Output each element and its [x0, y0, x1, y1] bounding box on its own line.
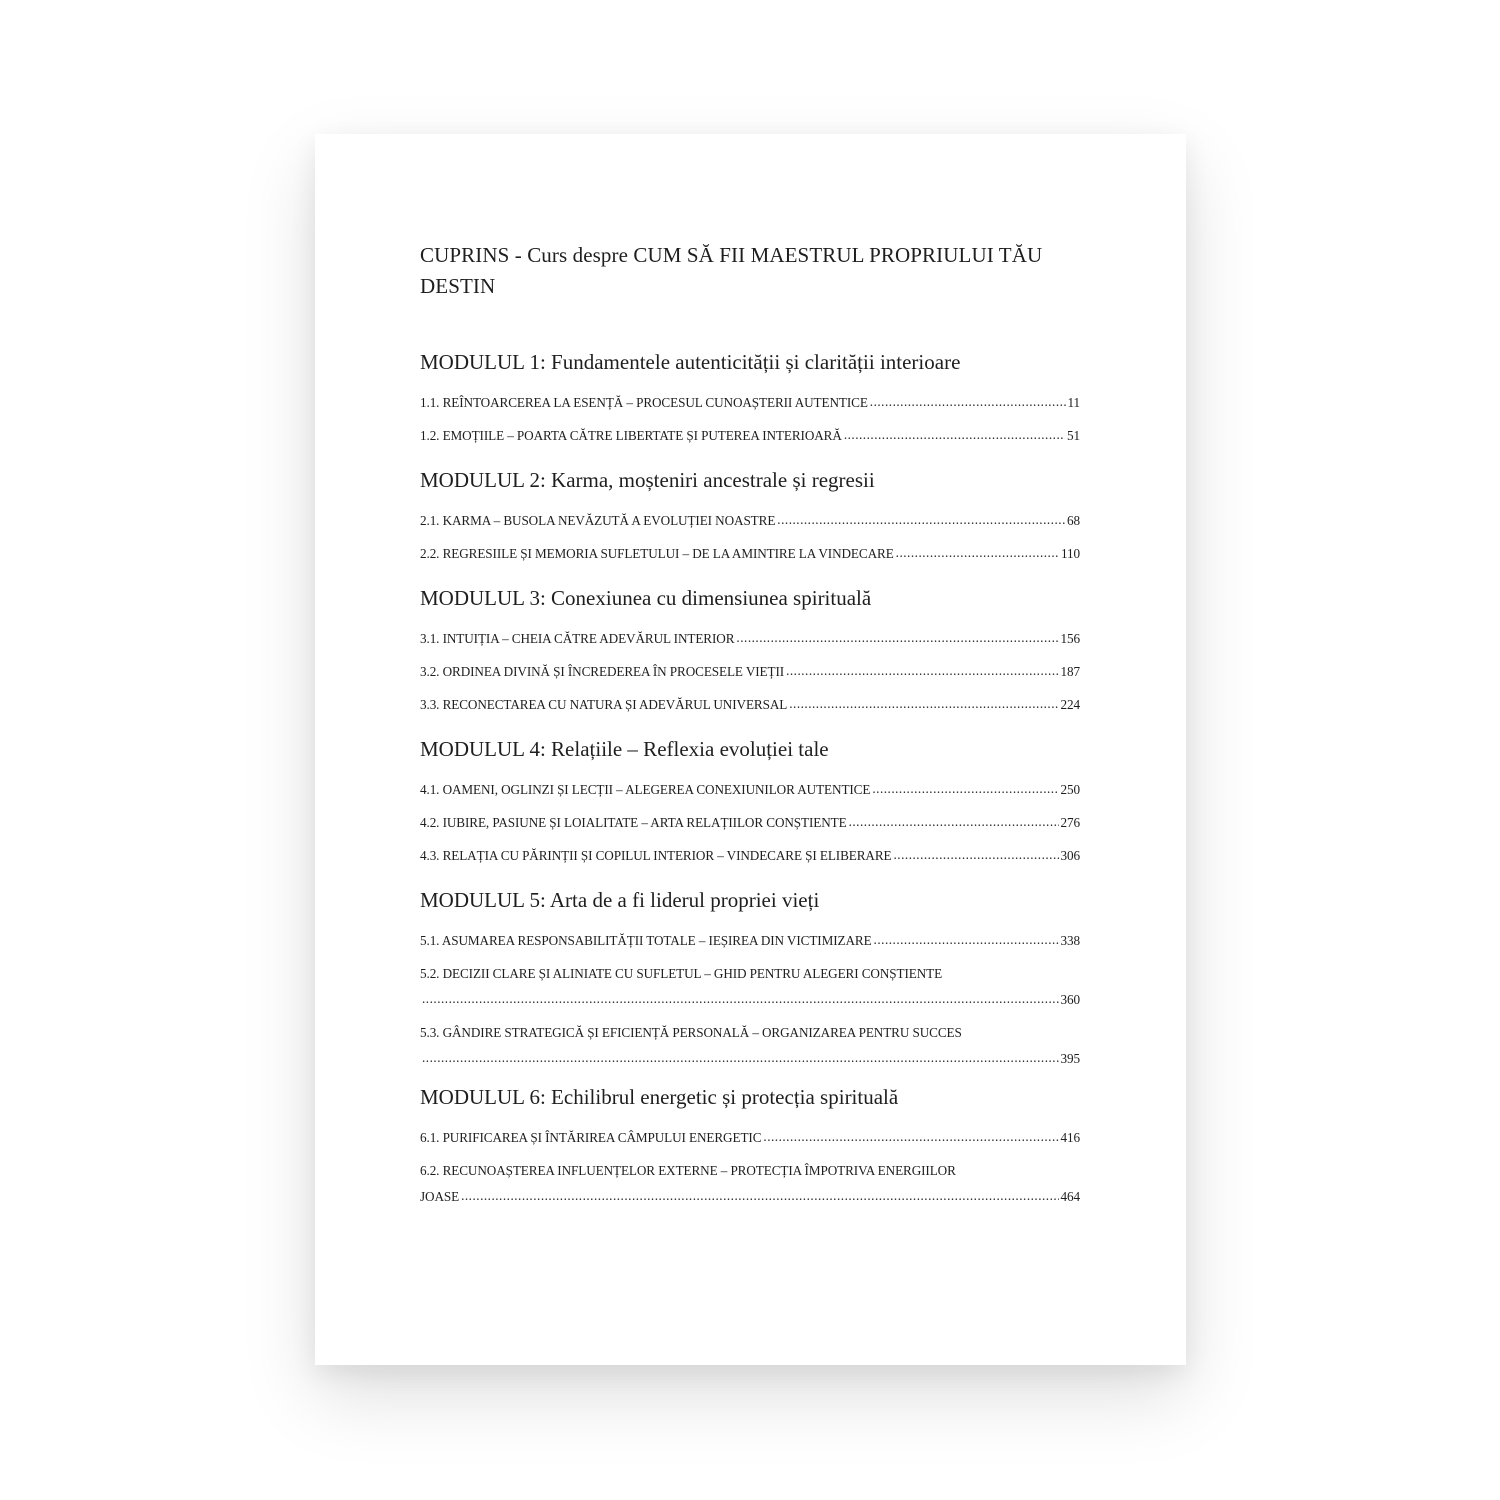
page-number: 51 — [1067, 428, 1080, 443]
toc-entry[interactable] — [420, 932, 1080, 965]
entry-list — [420, 1129, 1080, 1212]
dot-leader — [461, 1187, 1058, 1205]
page-number: 338 — [1060, 933, 1080, 948]
dot-leader — [894, 846, 1059, 864]
entry-label: 6.2. RECUNOAȘTEREA INFLUENȚELOR EXTERNE – PROTECȚIA ÎMPOTRIVA ENERGIILOR — [420, 1163, 956, 1178]
dot-leader — [786, 662, 1058, 680]
toc-entry[interactable] — [420, 965, 1080, 1015]
page-number: 306 — [1060, 848, 1080, 863]
module-section — [420, 348, 1080, 460]
module-title: MODULUL 3: Conexiunea cu dimensiunea spirituală — [420, 586, 872, 610]
entry-label-tail: JOASE — [420, 1189, 460, 1204]
module-list — [420, 348, 1080, 1212]
dot-leader — [870, 393, 1066, 411]
entry-list — [420, 932, 1080, 1074]
dot-leader — [849, 813, 1059, 831]
dot-leader — [736, 629, 1058, 647]
entry-continuation — [420, 1050, 1080, 1074]
module-section — [420, 735, 1080, 880]
module-section — [420, 466, 1080, 578]
entry-label: 1.2. EMOȚIILE – POARTA CĂTRE LIBERTATE ȘI PUTEREA INTERIOARĂ — [420, 428, 842, 443]
toc-entry[interactable] — [420, 781, 1080, 814]
module-section — [420, 886, 1080, 1074]
page-number: 276 — [1060, 815, 1080, 830]
dot-leader — [777, 511, 1065, 529]
entry-label: 5.1. ASUMAREA RESPONSABILITĂȚII TOTALE – IEȘIREA DIN VICTIMIZARE — [420, 933, 872, 948]
module-title: MODULUL 6: Echilibrul energetic și protecția spirituală — [420, 1085, 899, 1109]
toc-entry[interactable] — [420, 1024, 1080, 1074]
entry-list — [420, 630, 1080, 729]
entry-label: 1.1. REÎNTOARCEREA LA ESENȚĂ – PROCESUL CUNOAȘTERII AUTENTICE — [420, 395, 868, 410]
entry-list — [420, 512, 1080, 578]
toc-entry[interactable] — [420, 814, 1080, 847]
entry-continuation — [420, 991, 1080, 1015]
entry-list — [420, 394, 1080, 460]
entry-label: 2.2. REGRESIILE ȘI MEMORIA SUFLETULUI – DE LA AMINTIRE LA VINDECARE — [420, 546, 894, 561]
toc-entry[interactable] — [420, 545, 1080, 578]
dot-leader — [844, 426, 1065, 444]
dot-leader — [872, 780, 1058, 798]
entry-label: 6.1. PURIFICAREA ȘI ÎNTĂRIREA CÂMPULUI ENERGETIC — [420, 1130, 762, 1145]
module-section — [420, 584, 1080, 729]
entry-label: 5.3. GÂNDIRE STRATEGICĂ ȘI EFICIENȚĂ PERSONALĂ – ORGANIZAREA PENTRU SUCCES — [420, 1025, 962, 1040]
entry-list — [420, 781, 1080, 880]
page-number: 360 — [1060, 992, 1080, 1007]
entry-label: 3.2. ORDINEA DIVINĂ ȘI ÎNCREDEREA ÎN PROCESELE VIEȚII — [420, 664, 785, 679]
module-title: MODULUL 4: Relațiile – Reflexia evoluției tale — [420, 737, 829, 761]
entry-label: 5.2. DECIZII CLARE ȘI ALINIATE CU SUFLETUL – GHID PENTRU ALEGERI CONȘTIENTE — [420, 966, 943, 981]
module-title: MODULUL 1: Fundamentele autenticității și clarității interioare — [420, 350, 961, 374]
dot-leader — [422, 1049, 1059, 1067]
page-number: 395 — [1060, 1051, 1080, 1066]
entry-label: 3.1. INTUIȚIA – CHEIA CĂTRE ADEVĂRUL INTERIOR — [420, 631, 735, 646]
document-page — [315, 134, 1186, 1365]
toc-entry[interactable] — [420, 394, 1080, 427]
entry-continuation — [420, 1188, 1080, 1212]
page-number: 464 — [1060, 1189, 1080, 1204]
page-number: 250 — [1060, 782, 1080, 797]
page-number: 156 — [1060, 631, 1080, 646]
toc-entry[interactable] — [420, 1162, 1080, 1212]
dot-leader — [763, 1128, 1058, 1146]
module-title: MODULUL 5: Arta de a fi liderul propriei vieți — [420, 888, 820, 912]
module-title: MODULUL 2: Karma, moșteniri ancestrale și regresii — [420, 468, 875, 492]
page-number: 11 — [1067, 395, 1080, 410]
toc-entry[interactable] — [420, 427, 1080, 460]
toc-entry[interactable] — [420, 1129, 1080, 1162]
page-number: 68 — [1067, 513, 1080, 528]
page-number: 224 — [1060, 697, 1080, 712]
entry-label: 4.3. RELAȚIA CU PĂRINȚII ȘI COPILUL INTERIOR – VINDECARE ȘI ELIBERARE — [420, 848, 892, 863]
table-of-contents — [420, 240, 1080, 1221]
entry-label: 3.3. RECONECTAREA CU NATURA ȘI ADEVĂRUL UNIVERSAL — [420, 697, 788, 712]
dot-leader — [789, 695, 1058, 713]
document-title: CUPRINS - Curs despre CUM SĂ FII MAESTRUL PROPRIULUI TĂU DESTIN — [420, 243, 1043, 298]
entry-label: 4.1. OAMENI, OGLINZI ȘI LECȚII – ALEGEREA CONEXIUNILOR AUTENTICE — [420, 782, 871, 797]
dot-leader — [874, 931, 1059, 949]
module-section — [420, 1083, 1080, 1212]
toc-entry[interactable] — [420, 847, 1080, 880]
page-number: 187 — [1060, 664, 1080, 679]
page-number: 110 — [1061, 546, 1080, 561]
entry-label: 4.2. IUBIRE, PASIUNE ȘI LOIALITATE – ARTA RELAȚIILOR CONȘTIENTE — [420, 815, 847, 830]
entry-label: 2.1. KARMA – BUSOLA NEVĂZUTĂ A EVOLUȚIEI NOASTRE — [420, 513, 776, 528]
toc-entry[interactable] — [420, 663, 1080, 696]
page-number: 416 — [1060, 1130, 1080, 1145]
dot-leader — [422, 990, 1059, 1008]
toc-entry[interactable] — [420, 696, 1080, 729]
toc-entry[interactable] — [420, 630, 1080, 663]
toc-entry[interactable] — [420, 512, 1080, 545]
dot-leader — [896, 544, 1059, 562]
